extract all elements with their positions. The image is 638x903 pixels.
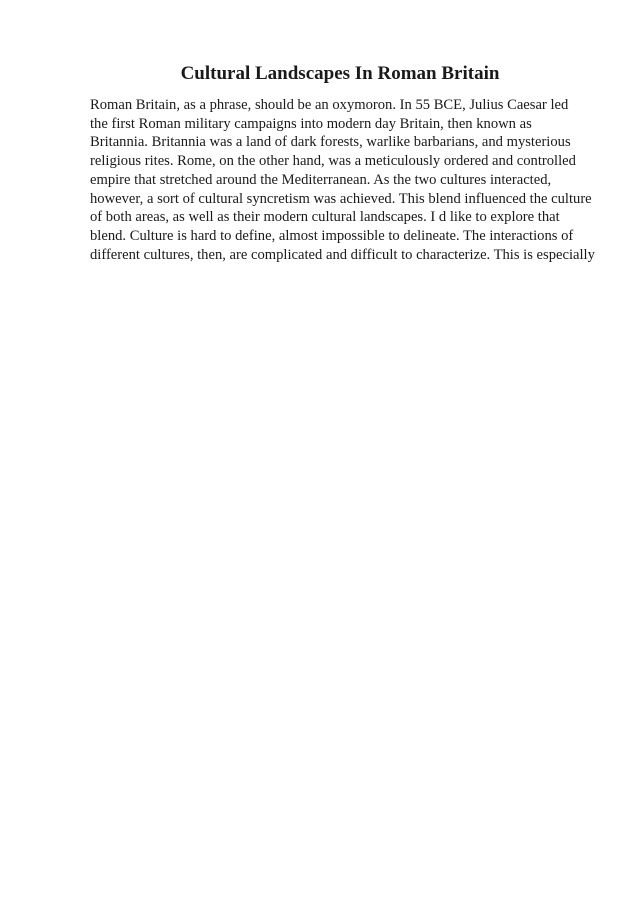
paragraph-line: Roman Britain, as a phrase, should be an oxymoron. In 55 BCE, Julius Caesar led: [90, 97, 569, 113]
paragraph-line: different cultures, then, are complicated and difficult to characterize. This is especially: [90, 246, 595, 263]
paragraph-line: blend. Culture is hard to define, almost impossible to delineate. The interactions of: [90, 227, 574, 244]
paragraph-line: the first Roman military campaigns into modern day Britain, then known as: [90, 115, 532, 132]
paragraph-line: of both areas, as well as their modern cultural landscapes. I d like to explore that: [90, 209, 560, 226]
paragraph-line: empire that stretched around the Mediterranean. As the two cultures interacted,: [90, 171, 552, 188]
paragraph-line: religious rites. Rome, on the other hand, was a meticulously ordered and controlled: [90, 153, 576, 170]
paragraph-line: however, a sort of cultural syncretism was achieved. This blend influenced the culture: [90, 190, 592, 207]
paragraph-line: Britannia. Britannia was a land of dark forests, warlike barbarians, and mysterious: [90, 134, 571, 151]
document-title: Cultural Landscapes In Roman Britain: [180, 63, 500, 84]
body-paragraph: [90, 96, 610, 264]
